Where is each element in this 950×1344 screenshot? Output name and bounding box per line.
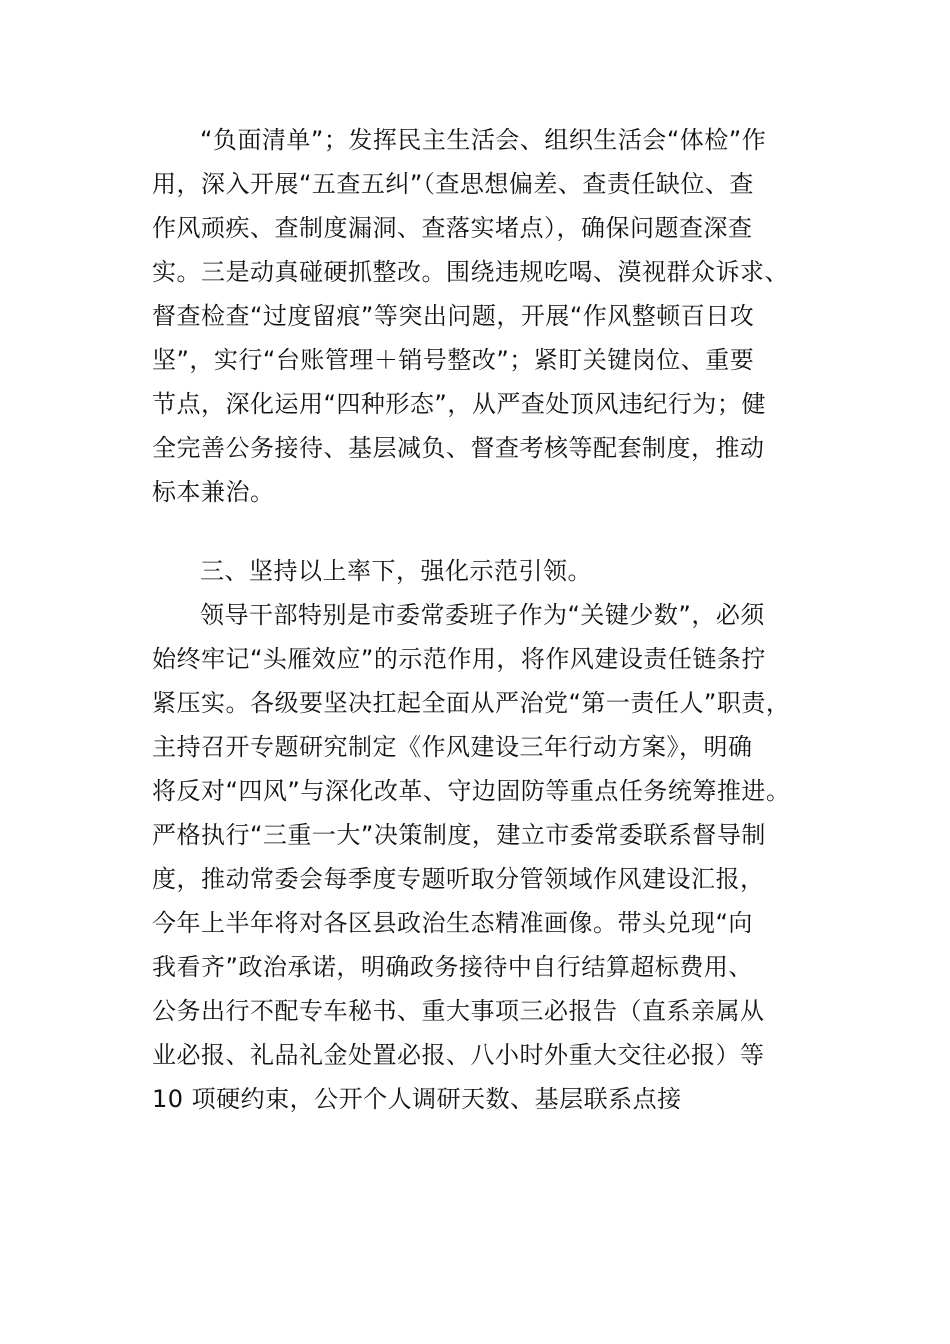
document-body [152,0,812,1344]
paragraph-1-line-4: 实。三是动真碰硬抓整改。围绕违规吃喝、漠视群众诉求、 [152,258,789,286]
paragraph-2-line-1: 领导干部特别是市委常委班子作为“关键少数”，必须 [200,601,765,629]
paragraph-1-line-1: “负面清单”；发挥民主生活会、组织生活会“体检”作 [200,126,767,154]
paragraph-2-line-3: 紧压实。各级要坚决扛起全面从严治党“第一责任人”职责， [152,689,791,717]
paragraph-2-line-4: 主持召开专题研究制定《作风建设三年行动方案》，明确 [152,733,753,761]
paragraph-1-line-9: 标本兼治。 [152,478,275,506]
paragraph-2-line-11: 业必报、礼品礼金处置必报、八小时外重大交往必报）等 [152,1041,765,1069]
paragraph-2-line-12: 10 项硬约束，公开个人调研天数、基层联系点接 [152,1085,682,1113]
paragraph-2-line-8: 今年上半年将对各区县政治生态精准画像。带头兑现“向 [152,909,753,937]
paragraph-1-line-5: 督查检查“过度留痕”等突出问题，开展“作风整顿百日攻 [152,302,755,330]
paragraph-1-line-7: 节点，深化运用“四种形态”，从严查处顶风违纪行为；健 [152,390,766,418]
paragraph-1-line-3: 作风顽疾、查制度漏洞、查落实堵点），确保问题查深查 [152,214,753,242]
paragraph-2-line-5: 将反对“四风”与深化改革、守边固防等重点任务统筹推进。 [152,777,791,805]
paragraph-2-line-10: 公务出行不配专车秘书、重大事项三必报告（直系亲属从 [152,997,765,1025]
paragraph-2-line-7: 度，推动常委会每季度专题听取分管领域作风建设汇报， [152,865,765,893]
paragraph-2-line-6: 严格执行“三重一大”决策制度，建立市委常委联系督导制 [152,821,766,849]
paragraph-2-line-9: 我看齐”政治承诺，明确政务接待中自行结算超标费用、 [152,953,753,981]
paragraph-1-line-6: 坚”，实行“台账管理＋销号整改”；紧盯关键岗位、重要 [152,346,755,374]
paragraph-1-line-2: 用，深入开展“五查五纠”（查思想偏差、查责任缺位、查 [152,170,754,198]
paragraph-1-line-8: 全完善公务接待、基层减负、督查考核等配套制度，推动 [152,434,765,462]
paragraph-2-line-2: 始终牢记“头雁效应”的示范作用，将作风建设责任链条拧 [152,645,766,673]
section-heading: 三、坚持以上率下，强化示范引领。 [200,557,592,585]
